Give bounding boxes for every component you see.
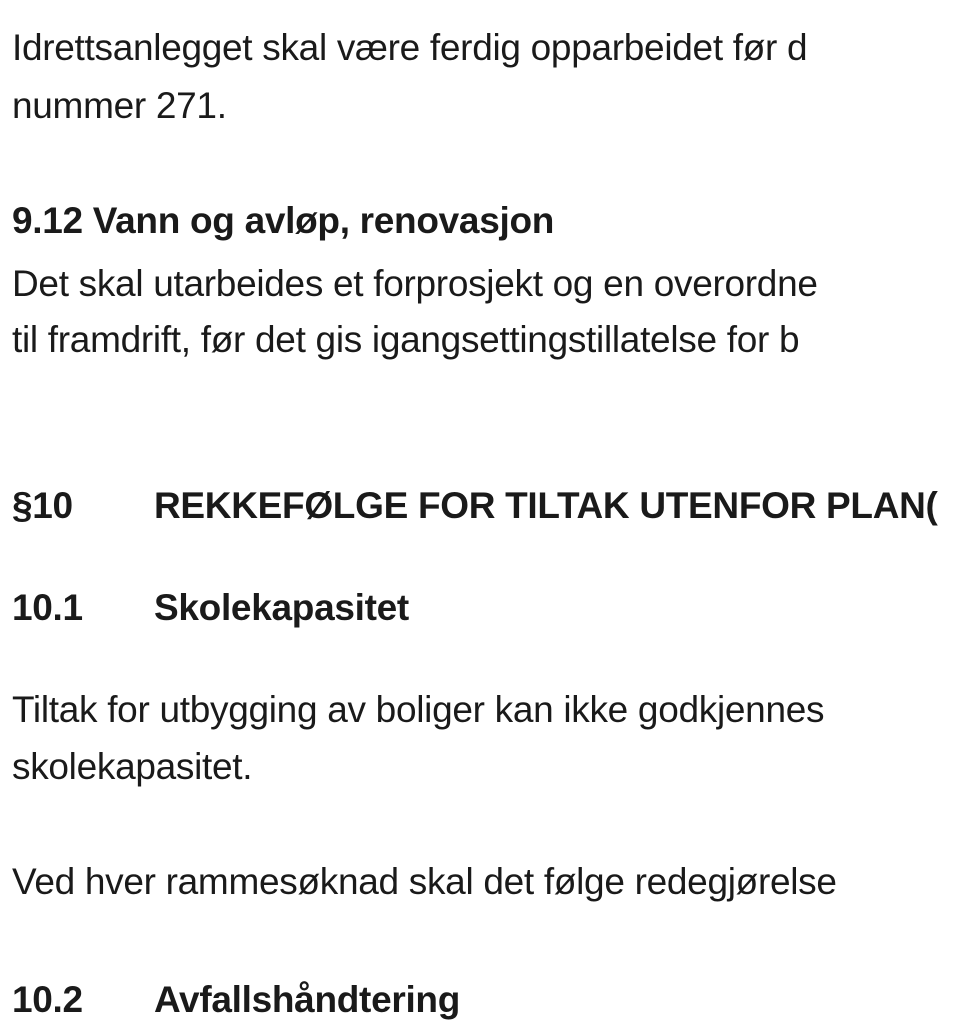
paragraph-text: til framdrift, før det gis igangsettingstillatelse for b [12, 319, 800, 360]
chapter-title: REKKEFØLGE FOR TILTAK UTENFOR PLAN( [154, 485, 938, 526]
paragraph-text: skolekapasitet. [12, 746, 253, 787]
section-heading-9-12: 9.12 Vann og avløp, renovasjon [12, 200, 555, 241]
section-number: 10.1 [12, 587, 83, 628]
paragraph-text: Idrettsanlegget skal være ferdig opparbeidet før d [12, 27, 808, 68]
section-number: 10.2 [12, 979, 83, 1020]
chapter-number: §10 [12, 485, 73, 526]
section-heading-10-1 [12, 586, 409, 630]
section-heading-10-2 [12, 978, 460, 1022]
section-title: Avfallshåndtering [154, 979, 461, 1020]
paragraph-text: Det skal utarbeides et forprosjekt og en overordne [12, 263, 818, 304]
paragraph-text: Tiltak for utbygging av boliger kan ikke godkjennes [12, 689, 825, 730]
chapter-heading-10 [12, 484, 938, 528]
section-title: Skolekapasitet [154, 587, 409, 628]
paragraph-text: Ved hver rammesøknad skal det følge redegjørelse [12, 861, 837, 902]
paragraph-text: nummer 271. [12, 85, 227, 126]
